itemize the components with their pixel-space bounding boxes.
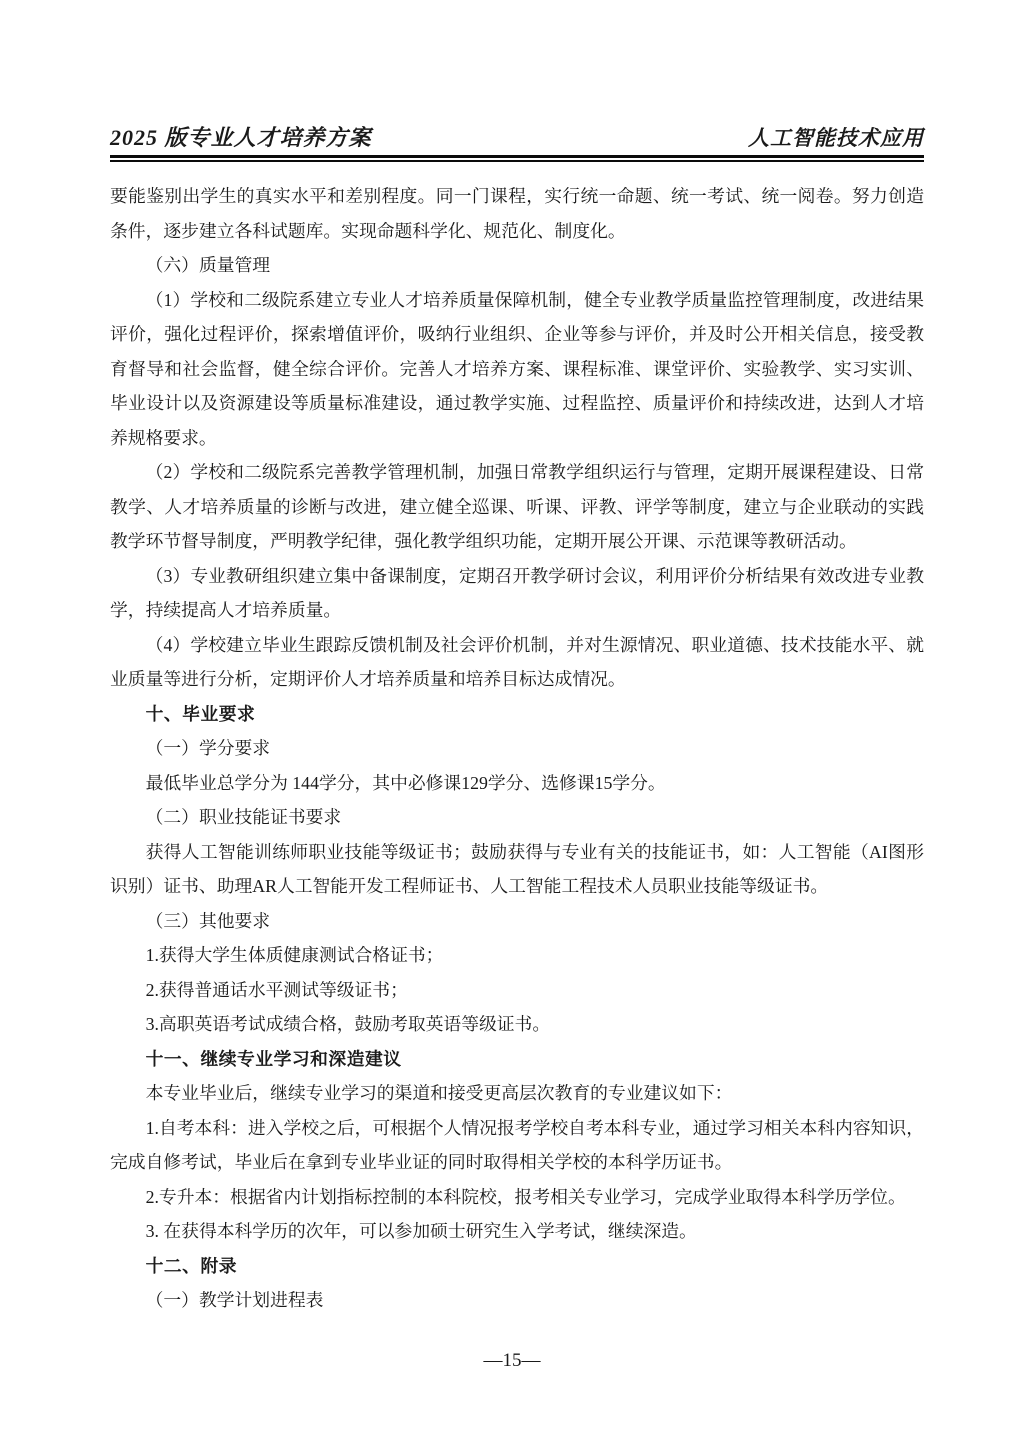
list-item-english-certificate: 3.高职英语考试成绩合格，鼓励考取英语等级证书。 bbox=[145, 1014, 551, 1034]
header-right-title: 人工智能技术应用 bbox=[748, 126, 924, 150]
page-header bbox=[110, 120, 924, 152]
section-heading-further-study: 十一、继续专业学习和深造建议 bbox=[145, 1048, 402, 1069]
paragraph-upgrade-to-bachelor: 2.专升本：根据省内计划指标控制的本科院校，报考相关专业学习，完成学业取得本科学历学位。 bbox=[145, 1186, 906, 1207]
page-number: —15— bbox=[483, 1350, 541, 1371]
subsection-heading-quality-management: （六）质量管理 bbox=[145, 255, 271, 275]
paragraph-exam-continuation: 要能鉴别出学生的真实水平和差别程度。同一门课程，实行统一命题、统一考试、统一阅卷。努力创造条件，逐步建立各科试题库。实现命题科学化、规范化、制度化。 bbox=[110, 186, 924, 241]
document-body bbox=[110, 179, 924, 1318]
paragraph-certificate-details: 获得人工智能训练师职业技能等级证书；鼓励获得与专业有关的技能证书，如：人工智能（AI图形识别）证书、助理AR人工智能开发工程师证书、人工智能工程技术人员职业技能等级证书。 bbox=[110, 841, 924, 896]
paragraph-self-study-exam: 1.自考本科：进入学校之后，可根据个人情况报考学校自考本科专业，通过学习相关本科内容知识，完成自修考试，毕业后在拿到专业毕业证的同时取得相关学校的本科学历证书。 bbox=[110, 1117, 924, 1172]
subsection-heading-teaching-plan-table: （一）教学计划进程表 bbox=[145, 1290, 324, 1310]
paragraph-postgraduate-exam: 3. 在获得本科学历的次年，可以参加硕士研究生入学考试，继续深造。 bbox=[145, 1221, 697, 1241]
header-left-title: 2025 版专业人才培养方案 bbox=[110, 125, 372, 150]
list-item-mandarin-certificate: 2.获得普通话水平测试等级证书； bbox=[145, 979, 408, 1000]
paragraph-quality-item-2: （2）学校和二级院系完善教学管理机制，加强日常教学组织运行与管理，定期开展课程建设、日常教学、人才培养质量的诊断与改进，建立健全巡课、听课、评教、评学等制度，建立与企业联动的实践教学环节督导制度，严明教学纪律，强化教学组织功能，定期开展公开课、示范课等教研活动。 bbox=[110, 462, 924, 551]
paragraph-credit-details: 最低毕业总学分为 144学分，其中必修课129学分、选修课15学分。 bbox=[145, 772, 666, 793]
subsection-heading-credit-requirements: （一）学分要求 bbox=[145, 738, 271, 758]
list-item-fitness-certificate: 1.获得大学生体质健康测试合格证书； bbox=[145, 945, 444, 965]
paragraph-further-study-intro: 本专业毕业后，继续专业学习的渠道和接受更高层次教育的专业建议如下： bbox=[145, 1083, 733, 1103]
section-heading-appendix: 十二、附录 bbox=[145, 1255, 238, 1276]
page-footer bbox=[0, 1350, 1024, 1372]
header-double-rule bbox=[110, 155, 924, 162]
paragraph-quality-item-1: （1）学校和二级院系建立专业人才培养质量保障机制，健全专业教学质量监控管理制度，改进结果评价，强化过程评价，探索增值评价，吸纳行业组织、企业等参与评价，并及时公开相关信息，接受教育督导和社会监督，健全综合评价。完善人才培养方案、课程标准、课堂评价、实验教学、实习实训、毕业设计以及资源建设等质量标准建设，通过教学实施、过程监控、质量评价和持续改进，达到人才培养规格要求。 bbox=[110, 289, 924, 448]
subsection-heading-other-requirements: （三）其他要求 bbox=[145, 910, 271, 931]
paragraph-quality-item-4: （4）学校建立毕业生跟踪反馈机制及社会评价机制，并对生源情况、职业道德、技术技能水平、就业质量等进行分析，定期评价人才培养质量和培养目标达成情况。 bbox=[110, 634, 924, 689]
section-heading-graduation-requirements: 十、毕业要求 bbox=[145, 703, 256, 724]
subsection-heading-certificate-requirements: （二）职业技能证书要求 bbox=[145, 807, 342, 827]
paragraph-quality-item-3: （3）专业教研组织建立集中备课制度，定期召开教学研讨会议，利用评价分析结果有效改进专业教学，持续提高人才培养质量。 bbox=[110, 565, 924, 620]
